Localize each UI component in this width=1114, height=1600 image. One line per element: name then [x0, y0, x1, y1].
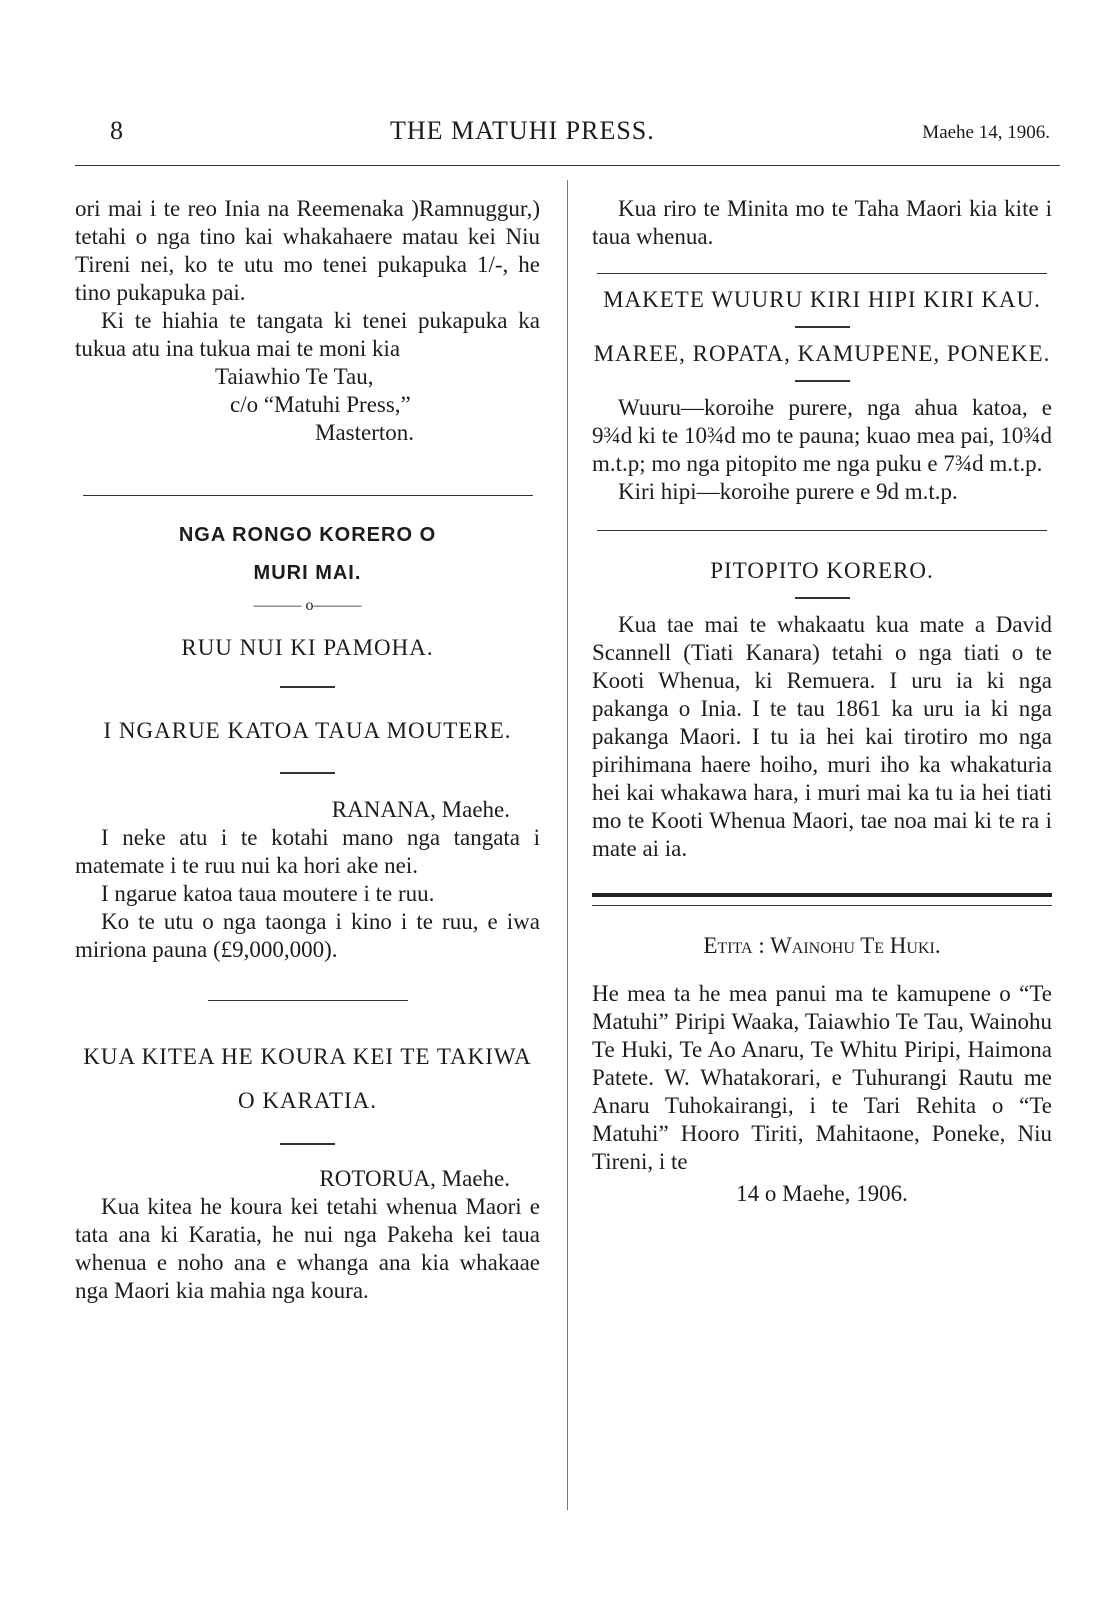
minita-paragraph: Kua riro te Minita mo te Taha Maori kia kite i taua whenua. [592, 196, 1052, 249]
double-rule-thin [592, 905, 1052, 906]
short-rule [280, 686, 335, 688]
short-rule [795, 326, 850, 328]
news-paragraph: Kua kitea he koura kei tetahi whenua Maori e tata ana ki Karatia, he nui nga Pakeha kei taua whenua e noho ana e whanga ana kia whakaae nga Maori kia mahia nga koura. [75, 1194, 540, 1303]
intro-paragraph-2: Ki te hiahia te tangata ki tenei pukapuka ka tukua atu ina tukua mai te moni kia [75, 308, 540, 361]
rotorua-dateline: ROTORUA, Maehe. [319, 1166, 510, 1191]
pitopito-heading: PITOPITO KORERO. [710, 558, 934, 583]
address-line-2: c/o “Matuhi Press,” [230, 392, 411, 417]
news-paragraph: I neke atu i te kotahi mano nga tangata i matemate i te ruu nui ka hori ake nei. [75, 825, 540, 878]
news-paragraph: I ngarue katoa taua moutere i te ruu. [101, 881, 435, 906]
ornament-o: ——— o——— [253, 597, 362, 614]
ranana-dateline: RANANA, Maehe. [331, 797, 510, 822]
short-rule [280, 772, 335, 774]
news-paragraph: Ko te utu o nga taonga i kino i te ruu, e iwa miriona pauna (£9,000,000). [75, 909, 540, 962]
section-rule [83, 495, 533, 496]
section-rule [597, 530, 1047, 531]
section-title-line-2: MURI MAI. [253, 562, 362, 584]
newspaper-title: THE MATUHI PRESS. [390, 116, 655, 145]
left-column [75, 195, 540, 1305]
short-rule [795, 597, 850, 599]
address-line-1: Taiawhio Te Tau, [215, 364, 374, 389]
issue-date: Maehe 14, 1906. [922, 122, 1050, 143]
short-rule [795, 380, 850, 382]
etita-line: Etita : Wainohu Te Huki. [703, 933, 941, 958]
wuuru-paragraph: Wuuru—koroihe purere, nga ahua katoa, e 9¾d ki te 10¾d mo te pauna; kuao mea pai, 10¾d m.t.p; mo nga pitopito me nga puku e 7¾d m.t.p. [592, 395, 1052, 476]
ngarue-heading: I NGARUE KATOA TAUA MOUTERE. [103, 718, 512, 743]
mare-heading: MAREE, ROPATA, KAMUPENE, PONEKE. [593, 341, 1051, 366]
double-rule-thick [592, 893, 1052, 897]
imprint-paragraph: He mea ta he mea panui ma te kamupene o “Te Matuhi” Piripi Waaka, Taiawhio Te Tau, Wainohu Te Huki, Te Ao Anaru, Te Whitu Piripi, Haimona Patete. W. Whatakorari, e Tuhurangi Rautu me Anaru Tuhokairangi, i te Tari Rehita o “Te Matuhi” Hooro Tiriti, Mahitaone, Poneke, Niu Tireni, i te [592, 981, 1052, 1174]
page-number: 8 [110, 116, 123, 145]
address-block [75, 363, 540, 447]
section-rule [597, 273, 1047, 274]
news-section-heading [75, 516, 540, 620]
pitopito-paragraph: Kua tae mai te whakaatu kua mate a David Scannell (Tiati Kanara) tetahi o nga tiati o te Kooti Whenua, ki Remuera. I uru ia ki nga pakanga o Inia. I te tau 1861 ka uru ia ki nga pakanga Maori. I tu ia hei kai tirotiro mo nga pirihimana haere hoiho, muri iho ka whakaturia hei kai whakawa hara, i muri mai ka tu ia hei tiati mo te Kooti Whenua Maori, tae noa mai ki te ra i mate ai ia. [592, 612, 1052, 861]
imprint-date: 14 o Maehe, 1906. [736, 1181, 908, 1206]
header-rule [75, 165, 1060, 166]
section-rule [208, 1000, 408, 1001]
right-column [592, 195, 1052, 1208]
short-rule [280, 1143, 335, 1145]
intro-paragraph: ori mai i te reo Inia na Reemenaka )Ramnuggur,) tetahi o nga tino kai whakahaere matau kei Niu Tireni nei, ko te utu mo tenei pukapuka 1/-, he tino pukapuka pai. [75, 196, 540, 305]
address-line-3: Masterton. [315, 420, 415, 445]
page-header [110, 116, 1050, 156]
makete-heading: MAKETE WUURU KIRI HIPI KIRI KAU. [603, 287, 1041, 312]
section-title-line-1: NGA RONGO KORERO O [178, 524, 437, 546]
ornament-o-text: o [305, 597, 314, 614]
koura-heading: KUA KITEA HE KOURA KEI TE TAKIWA O KARATIA. [83, 1044, 532, 1113]
ruu-heading: RUU NUI KI PAMOHA. [181, 635, 434, 660]
column-divider [567, 180, 568, 1510]
kiri-paragraph: Kiri hipi—koroihe purere e 9d m.t.p. [618, 479, 958, 504]
